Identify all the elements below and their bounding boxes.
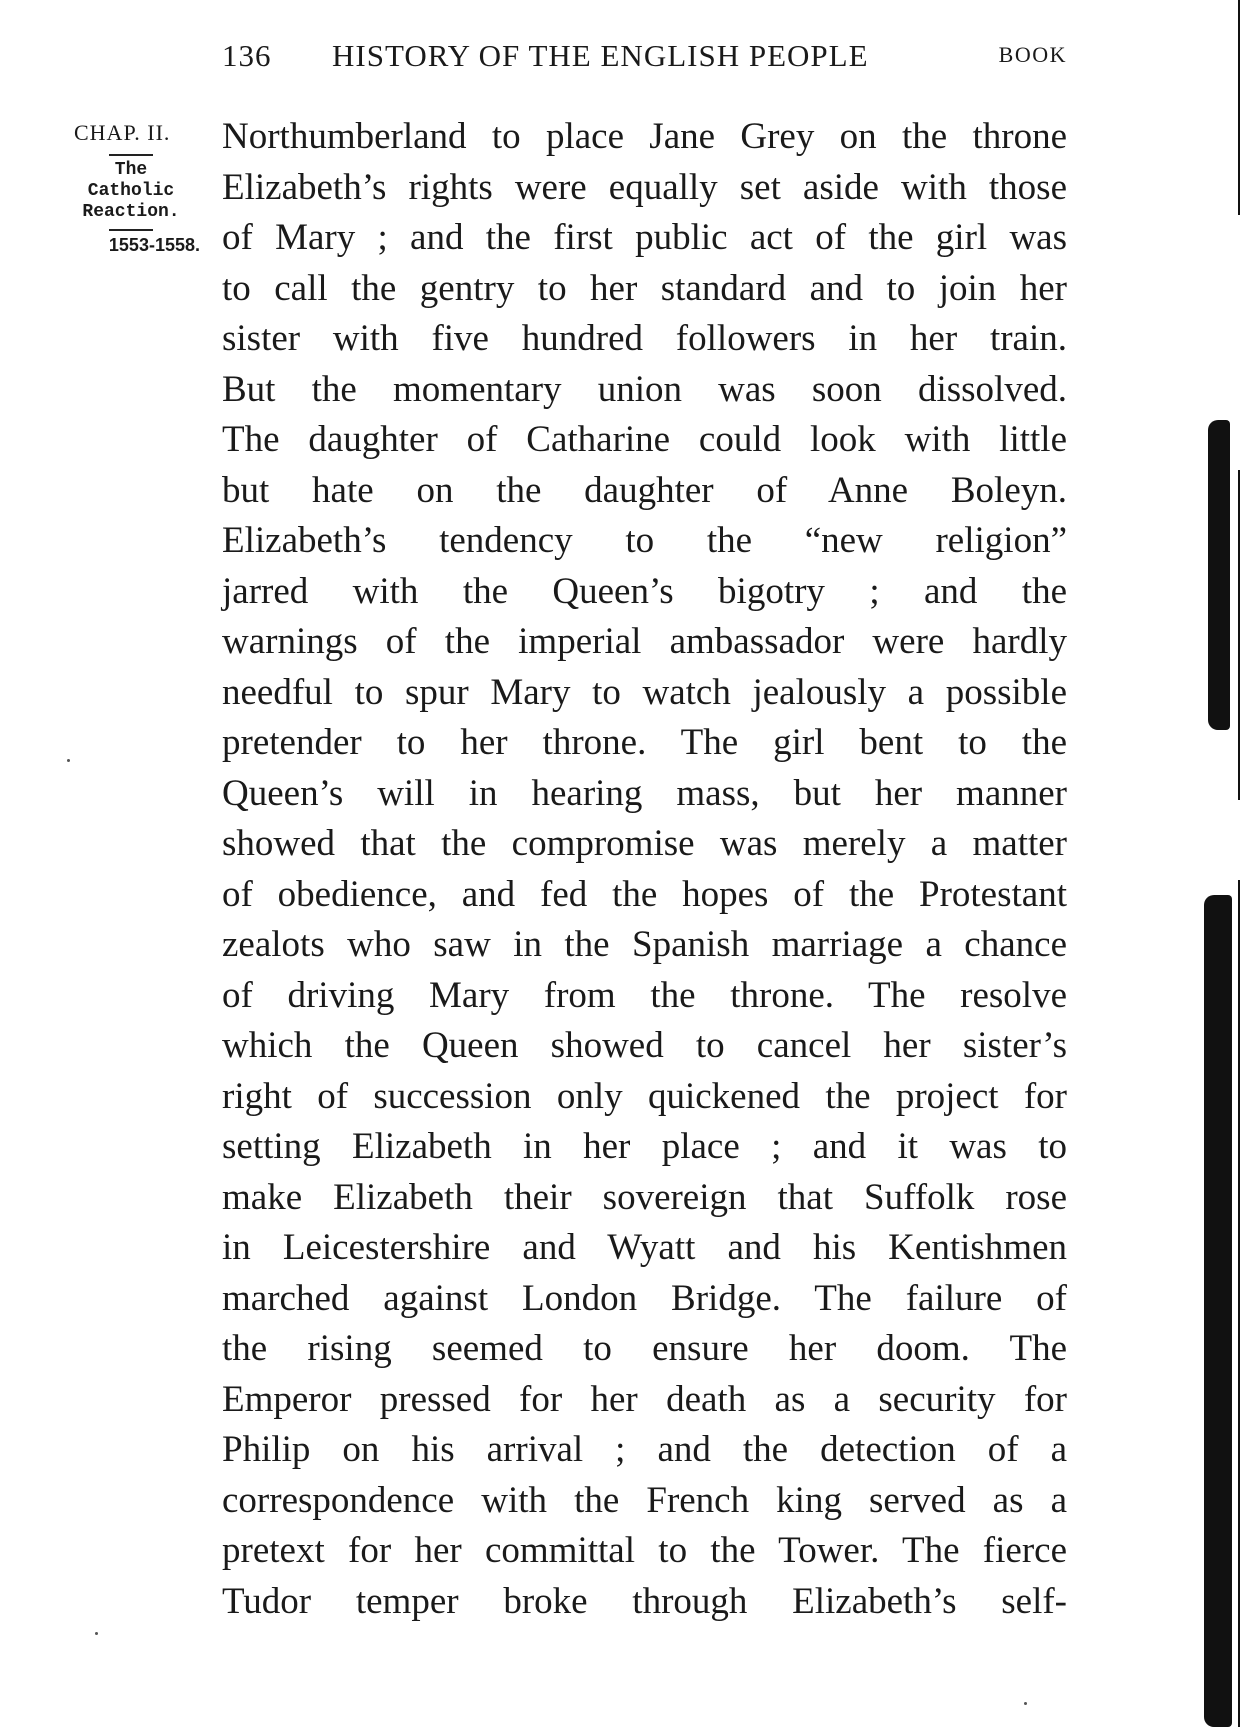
text-line: which the Queen showed to cancel her sister’s [222, 1025, 1067, 1066]
text-line: of Mary ; and the first public act of the girl was [222, 217, 1067, 258]
margin-topic-line: Catholic [87, 181, 175, 201]
text-line: marched against London Bridge. The failure of [222, 1277, 1067, 1319]
text-line: Elizabeth’s rights were equally set aside with those [222, 166, 1067, 208]
text-line: sister with five hundred followers in her train. [222, 318, 1067, 359]
text-line: jarred with the Queen’s bigotry ; and the [222, 570, 1067, 612]
book-label: BOOK [998, 42, 1067, 67]
text-line: zealots who saw in the Spanish marriage a chance [222, 924, 1067, 965]
text-line: showed that the compromise was merely a matter [222, 823, 1067, 864]
text-line: to call the gentry to her standard and to join her [222, 267, 1067, 309]
text-line: needful to spur Mary to watch jealously a possible [222, 671, 1067, 713]
book-title: HISTORY OF THE ENGLISH PEOPLE [332, 38, 869, 73]
scan-speck [95, 1632, 98, 1635]
text-line: The daughter of Catharine could look with little [222, 419, 1067, 460]
text-line: Emperor pressed for her death as a security for [222, 1378, 1067, 1420]
body-text [222, 112, 1067, 1627]
text-line: Queen’s will in hearing mass, but her manner [222, 772, 1067, 814]
text-line: setting Elizabeth in her place ; and it was to [222, 1126, 1067, 1167]
text-line: Philip on his arrival ; and the detection of a [222, 1429, 1067, 1470]
text-line: But the momentary union was soon dissolved. [222, 368, 1067, 410]
text-line: correspondence with the French king served as a [222, 1479, 1067, 1521]
margin-dates: 1553-1558. [108, 235, 200, 255]
text-line: pretender to her throne. The girl bent to the [222, 722, 1067, 763]
chapter-label: CHAP. II. [74, 120, 171, 145]
text-line: right of succession only quickened the project for [222, 1075, 1067, 1117]
text-line: pretext for her committal to the Tower. The fierce [222, 1530, 1067, 1571]
text-line: in Leicestershire and Wyatt and his Kentishmen [222, 1227, 1067, 1268]
scan-speck [67, 759, 70, 762]
margin-topic-line: The [114, 160, 148, 180]
page-edge-shadow [1208, 420, 1230, 730]
margin-topic-line: Reaction. [82, 202, 180, 222]
margin-rule [109, 229, 153, 231]
text-line: Elizabeth’s tendency to the “new religion” [222, 520, 1067, 561]
text-line: warnings of the imperial ambassador were hardly [222, 621, 1067, 662]
text-line: make Elizabeth their sovereign that Suffolk rose [222, 1176, 1067, 1218]
margin-rule [109, 154, 153, 156]
margin-topic [62, 160, 200, 223]
text-line: the rising seemed to ensure her doom. The [222, 1328, 1067, 1369]
page-edge-line [1238, 0, 1240, 215]
margin-note [62, 120, 200, 256]
page-edge-shadow [1204, 895, 1232, 1727]
page-edge-line [1238, 470, 1240, 800]
text-line: Northumberland to place Jane Grey on the throne [222, 116, 1067, 157]
page-number: 136 [222, 38, 272, 73]
text-line: of obedience, and fed the hopes of the Protestant [222, 873, 1067, 915]
page-edge-line [1238, 880, 1240, 1727]
running-head [222, 38, 1067, 78]
text-line: Tudor temper broke through Elizabeth’s self- [222, 1580, 1067, 1622]
text-line: but hate on the daughter of Anne Boleyn. [222, 469, 1067, 511]
scan-speck [1024, 1702, 1027, 1705]
text-line: of driving Mary from the throne. The resolve [222, 974, 1067, 1016]
